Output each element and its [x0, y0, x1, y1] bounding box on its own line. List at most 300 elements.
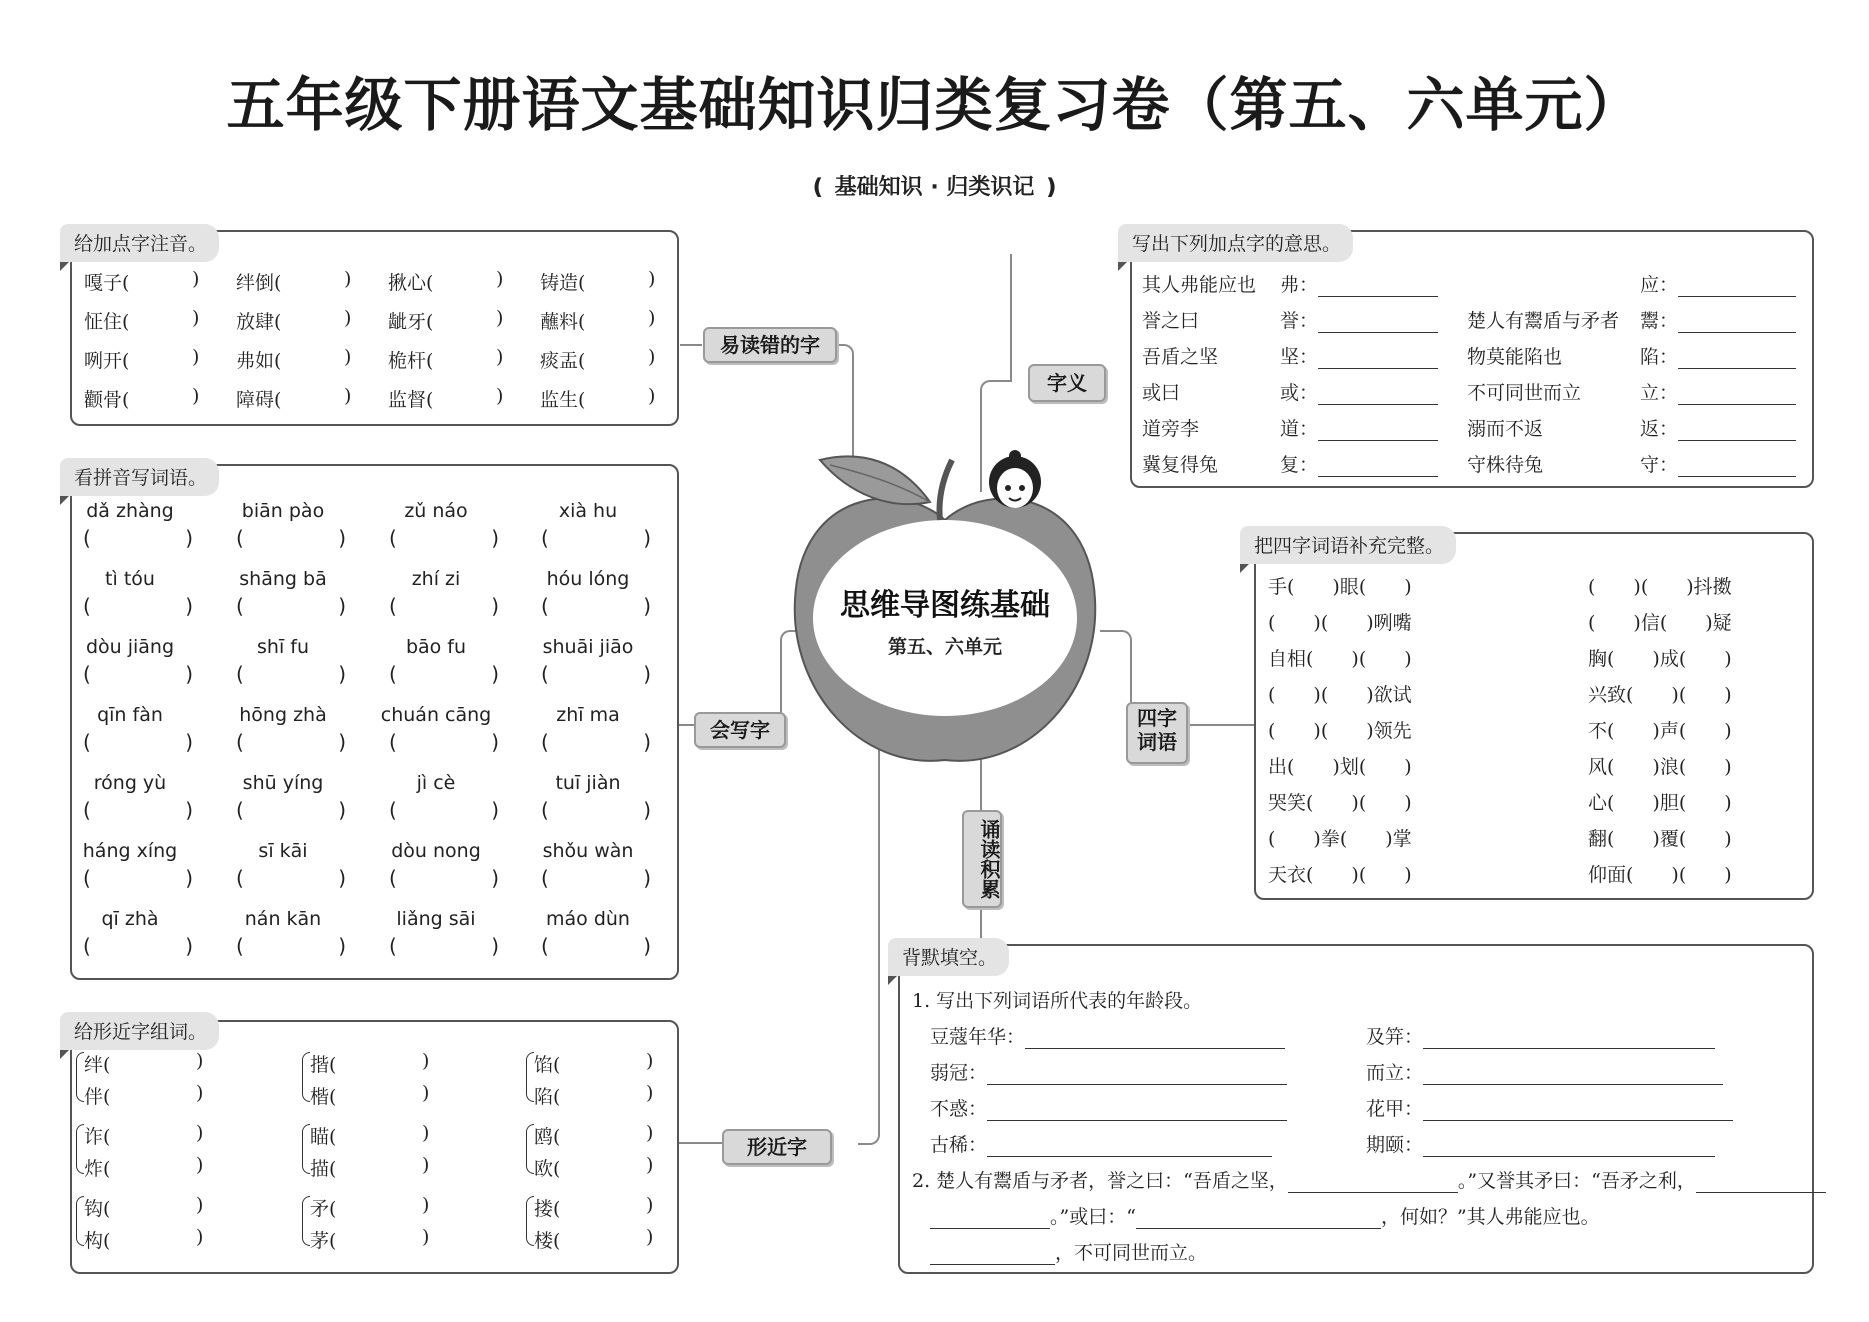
age-item[interactable]: [1366, 1022, 1715, 1049]
xingjin-char: 陷(: [534, 1086, 561, 1108]
zhuyin-answer[interactable]: ): [344, 307, 352, 329]
xingjin-answer[interactable]: ): [646, 1050, 654, 1072]
pinyin-prompt: shī fu: [257, 636, 309, 658]
pinyin-answer-box[interactable]: [541, 526, 651, 550]
close-paren: ): [491, 866, 499, 890]
ziyi-char: 鬻：: [1640, 310, 1679, 332]
zhuyin-answer[interactable]: ): [496, 268, 504, 290]
pinyin-answer-box[interactable]: [541, 798, 651, 822]
pinyin-answer-box[interactable]: [389, 866, 499, 890]
sizi-left-item[interactable]: ( )( )领先: [1268, 720, 1412, 742]
xingjin-answer[interactable]: ): [196, 1154, 204, 1176]
zhuyin-answer[interactable]: ): [192, 307, 200, 329]
sizi-left-item[interactable]: 自相( )( ): [1268, 648, 1412, 670]
ziyi-blank[interactable]: [1640, 450, 1796, 477]
close-paren: ): [643, 594, 651, 618]
ziyi-phrase: 楚人有鬻盾与矛者: [1467, 310, 1620, 332]
blank[interactable]: [1318, 278, 1438, 297]
xingjin-answer[interactable]: ): [646, 1082, 654, 1104]
pinyin-answer-box[interactable]: [236, 730, 346, 754]
beimo-q2-line1: 2. 楚人有鬻盾与矛者，誉之曰：“吾盾之坚， 。”又誉其矛曰：“吾矛之利，: [912, 1166, 1826, 1193]
xingjin-char: 搂(: [534, 1198, 561, 1220]
age-word: 花甲：: [1366, 1098, 1424, 1120]
xingjin-answer[interactable]: ): [422, 1154, 430, 1176]
ziyi-blank[interactable]: [1640, 414, 1796, 441]
open-paren: (: [83, 594, 91, 618]
ziyi-blank[interactable]: [1640, 342, 1796, 369]
pinyin-prompt: dòu nong: [391, 840, 481, 862]
blank[interactable]: [1318, 314, 1438, 333]
zhuyin-answer[interactable]: ): [344, 346, 352, 368]
branch-yidu: 易读错的字: [703, 327, 837, 363]
zhuyin-word: 痰盂(: [540, 350, 586, 372]
ziyi-phrase: 或曰: [1142, 382, 1181, 404]
close-paren: ): [185, 798, 193, 822]
xingjin-char: 构(: [84, 1230, 111, 1252]
zhuyin-answer[interactable]: ): [648, 268, 656, 290]
zhuyin-word: 障碍(: [236, 389, 282, 411]
zhuyin-answer[interactable]: ): [648, 307, 656, 329]
brace-icon: [526, 1124, 534, 1174]
close-paren: ): [491, 730, 499, 754]
xingjin-char: 矛(: [310, 1198, 337, 1220]
age-word: 期颐：: [1366, 1134, 1424, 1156]
open-paren: (: [83, 730, 91, 754]
open-paren: (: [541, 866, 549, 890]
xingjin-char: 鸥(: [534, 1126, 561, 1148]
pinyin-answer-box[interactable]: [389, 594, 499, 618]
age-word: 弱冠：: [930, 1062, 988, 1084]
ziyi-phrase: 守株待兔: [1467, 454, 1544, 476]
pinyin-answer-box[interactable]: [389, 730, 499, 754]
zhuyin-word: 咧开(: [84, 350, 130, 372]
sizi-left-item[interactable]: ( )拳( )掌: [1268, 828, 1412, 850]
xingjin-char: 伴(: [84, 1086, 111, 1108]
age-item[interactable]: [1366, 1094, 1733, 1121]
ziyi-blank[interactable]: [1640, 270, 1796, 297]
pinyin-prompt: dǎ zhàng: [86, 500, 174, 522]
pinyin-answer-box[interactable]: [541, 662, 651, 686]
pinyin-answer-box[interactable]: [236, 866, 346, 890]
blank[interactable]: [1678, 458, 1796, 477]
close-paren: ): [338, 594, 346, 618]
xingjin-answer[interactable]: ): [422, 1194, 430, 1216]
close-paren: ): [185, 594, 193, 618]
pinyin-answer-box[interactable]: [83, 594, 193, 618]
branch-sizi: 四字词语: [1126, 702, 1188, 764]
xingjin-char: 楷(: [310, 1086, 337, 1108]
page-subtitle: ❪ 基础知识 · 归类识记 ❫: [808, 175, 1061, 200]
ziyi-char: 守：: [1640, 454, 1679, 476]
open-paren: (: [541, 662, 549, 686]
close-paren: ): [491, 526, 499, 550]
pinyin-prompt: dòu jiāng: [85, 636, 175, 658]
ziyi-blank[interactable]: [1640, 378, 1796, 405]
close-paren: ): [185, 526, 193, 550]
open-paren: (: [236, 662, 244, 686]
pinyin-prompt: nán kān: [244, 908, 322, 930]
pinyin-prompt: háng xíng: [82, 840, 178, 862]
pinyin-prompt: sī kāi: [258, 840, 308, 862]
connector: [858, 735, 880, 1145]
blank[interactable]: [987, 1102, 1287, 1121]
blank[interactable]: [1288, 1174, 1458, 1193]
sizi-left-item[interactable]: 手( )眼( ): [1268, 576, 1412, 598]
close-paren: ): [491, 934, 499, 958]
sizi-left-item[interactable]: ( )( )咧嘴: [1268, 612, 1412, 634]
xingjin-answer[interactable]: ): [646, 1226, 654, 1248]
sizi-right-item[interactable]: 不( )声( ): [1588, 720, 1732, 742]
age-word: 不惑：: [930, 1098, 988, 1120]
connector: [680, 344, 702, 346]
close-paren: ): [338, 934, 346, 958]
zhuyin-word: 监生(: [540, 389, 586, 411]
zhuyin-answer[interactable]: ): [192, 268, 200, 290]
pinyin-prompt: tì tóu: [105, 568, 155, 590]
sizi-right-item[interactable]: ( )( )抖擞: [1588, 576, 1732, 598]
pinyin-answer-box[interactable]: [389, 798, 499, 822]
pinyin-prompt: zǔ náo: [404, 500, 468, 522]
xingjin-answer[interactable]: ): [196, 1194, 204, 1216]
zhuyin-word: 桅杆(: [388, 350, 434, 372]
ziyi-phrase: 其人弗能应也: [1142, 274, 1257, 296]
sizi-left-item[interactable]: 天衣( )( ): [1268, 864, 1412, 886]
pinyin-prompt: zhí zi: [411, 568, 461, 590]
pinyin-answer-box[interactable]: [389, 662, 499, 686]
ziyi-char: 或：: [1280, 382, 1319, 404]
pinyin-prompt: biān pào: [241, 500, 325, 522]
open-paren: (: [83, 866, 91, 890]
ziyi-char: 复：: [1280, 454, 1319, 476]
branch-huixie: 会写字: [694, 712, 786, 748]
connector: [1010, 254, 1030, 380]
ziyi-phrase: 物莫能陷也: [1467, 346, 1563, 368]
xingjin-answer[interactable]: ): [646, 1194, 654, 1216]
pinyin-answer-box[interactable]: [236, 594, 346, 618]
blank[interactable]: [1678, 314, 1796, 333]
pinyin-answer-box[interactable]: [83, 526, 193, 550]
open-paren: (: [541, 594, 549, 618]
ziyi-phrase: 道旁李: [1142, 418, 1200, 440]
pinyin-prompt: shū yíng: [242, 772, 324, 794]
brace-icon: [526, 1052, 534, 1102]
zhuyin-answer[interactable]: ): [648, 385, 656, 407]
open-paren: (: [236, 594, 244, 618]
brace-icon: [302, 1196, 310, 1246]
pinyin-answer-box[interactable]: [541, 594, 651, 618]
ziyi-char: 誉：: [1280, 310, 1319, 332]
blank[interactable]: [1696, 1174, 1826, 1193]
close-paren: ): [338, 798, 346, 822]
open-paren: (: [541, 730, 549, 754]
sizi-right-item[interactable]: 胸( )成( ): [1588, 648, 1732, 670]
age-item[interactable]: [1366, 1058, 1723, 1085]
blank[interactable]: [1318, 386, 1438, 405]
open-paren: (: [541, 934, 549, 958]
blank[interactable]: [1318, 458, 1438, 477]
pinyin-prompt: hōng zhà: [239, 704, 327, 726]
ziyi-phrase: 誉之曰: [1142, 310, 1200, 332]
section-xingjin-tab: 给形近字组词。: [60, 1012, 219, 1050]
pinyin-prompt: hóu lóng: [546, 568, 630, 590]
beimo-q2-line2: 。”或曰：“ ，何如？”其人弗能应也。: [930, 1202, 1600, 1229]
xingjin-answer[interactable]: ): [422, 1226, 430, 1248]
zhuyin-word: 蘸料(: [540, 311, 586, 333]
center-title: 思维导图练基础: [840, 588, 1050, 623]
zhuyin-word: 颧骨(: [84, 389, 130, 411]
open-paren: (: [83, 662, 91, 686]
beimo-q2-line3: ，不可同世而立。: [930, 1238, 1207, 1265]
xingjin-answer[interactable]: ): [196, 1082, 204, 1104]
blank[interactable]: [1423, 1030, 1715, 1049]
pinyin-answer-box[interactable]: [83, 866, 193, 890]
open-paren: (: [389, 798, 397, 822]
zhuyin-answer[interactable]: ): [192, 385, 200, 407]
blank[interactable]: [987, 1138, 1272, 1157]
age-word: 古稀：: [930, 1134, 988, 1156]
xingjin-answer[interactable]: ): [196, 1122, 204, 1144]
pinyin-prompt: zhī ma: [556, 704, 620, 726]
close-paren: ): [491, 594, 499, 618]
sizi-left-item[interactable]: ( )( )欲试: [1268, 684, 1412, 706]
close-paren: ): [643, 730, 651, 754]
open-paren: (: [541, 526, 549, 550]
zhuyin-answer[interactable]: ): [496, 307, 504, 329]
pinyin-prompt: chuán cāng: [380, 704, 492, 726]
pinyin-prompt: liǎng sāi: [396, 908, 476, 930]
branch-songdu: 诵读积累: [962, 810, 1002, 908]
pinyin-answer-box[interactable]: [236, 662, 346, 686]
section-zhuyin-tab: 给加点字注音。: [60, 224, 219, 262]
pinyin-answer-box[interactable]: [541, 866, 651, 890]
zhuyin-answer[interactable]: ): [496, 346, 504, 368]
sizi-right-item[interactable]: ( )信( )疑: [1588, 612, 1732, 634]
brace-icon: [76, 1196, 84, 1246]
age-word: 而立：: [1366, 1062, 1424, 1084]
blank[interactable]: [1423, 1138, 1715, 1157]
brace-icon: [76, 1124, 84, 1174]
pinyin-prompt: róng yù: [93, 772, 167, 794]
blank[interactable]: [1025, 1030, 1285, 1049]
xingjin-char: 茅(: [310, 1230, 337, 1252]
ziyi-blank[interactable]: [1280, 378, 1438, 405]
pinyin-answer-box[interactable]: [236, 526, 346, 550]
age-word: 豆蔻年华：: [930, 1026, 1026, 1048]
open-paren: (: [236, 798, 244, 822]
ziyi-blank[interactable]: [1280, 414, 1438, 441]
blank[interactable]: [1318, 350, 1438, 369]
close-paren: ): [491, 798, 499, 822]
pinyin-prompt: qīn fàn: [97, 704, 163, 726]
close-paren: ): [643, 662, 651, 686]
open-paren: (: [236, 730, 244, 754]
xingjin-char: 炸(: [84, 1158, 111, 1180]
age-item[interactable]: [1366, 1130, 1715, 1157]
xingjin-char: 诈(: [84, 1126, 111, 1148]
xingjin-answer[interactable]: ): [196, 1050, 204, 1072]
sizi-right-item[interactable]: 心( )胆( ): [1588, 792, 1732, 814]
connector: [1185, 724, 1255, 726]
xingjin-char: 绊(: [84, 1054, 111, 1076]
pinyin-answer-box[interactable]: [83, 934, 193, 958]
pinyin-prompt: qī zhà: [101, 908, 159, 930]
ziyi-blank[interactable]: [1280, 342, 1438, 369]
branch-zuoyi: 字义: [1028, 364, 1106, 402]
page-title: 五年级下册语文基础知识归类复习卷（第五、六单元）: [226, 71, 1643, 139]
open-paren: (: [389, 662, 397, 686]
open-paren: (: [541, 798, 549, 822]
beimo-q1: 1. 写出下列词语所代表的年龄段。: [912, 990, 1203, 1012]
ziyi-phrase: 吾盾之坚: [1142, 346, 1219, 368]
zhuyin-word: 监督(: [388, 389, 434, 411]
sizi-right-item[interactable]: 风( )浪( ): [1588, 756, 1732, 778]
ziyi-phrase: 冀复得兔: [1142, 454, 1219, 476]
ziyi-phrase: 溺而不返: [1467, 418, 1544, 440]
pinyin-prompt: shāng bā: [239, 568, 327, 590]
pinyin-answer-box[interactable]: [541, 730, 651, 754]
zhuyin-answer[interactable]: ): [192, 346, 200, 368]
zhuyin-word: 揪心(: [388, 272, 434, 294]
brace-icon: [76, 1052, 84, 1102]
close-paren: ): [643, 526, 651, 550]
blank[interactable]: [1678, 278, 1796, 297]
xingjin-answer[interactable]: ): [422, 1050, 430, 1072]
pinyin-answer-box[interactable]: [389, 526, 499, 550]
section-ziyi-tab: 写出下列加点字的意思。: [1118, 224, 1353, 262]
blank[interactable]: [1423, 1066, 1723, 1085]
pinyin-answer-box[interactable]: [236, 934, 346, 958]
center-subtitle: 第五、六单元: [887, 636, 1002, 658]
zhuyin-word: 弗如(: [236, 350, 282, 372]
blank[interactable]: [1318, 422, 1438, 441]
xingjin-answer[interactable]: ): [646, 1122, 654, 1144]
ziyi-blank[interactable]: [1280, 306, 1438, 333]
pinyin-prompt: tuī jiàn: [555, 772, 621, 794]
pinyin-prompt: bāo fu: [405, 636, 467, 658]
pinyin-answer-box[interactable]: [541, 934, 651, 958]
pinyin-prompt: xià hu: [558, 500, 618, 522]
xingjin-answer[interactable]: ): [422, 1082, 430, 1104]
age-item[interactable]: [930, 1058, 1287, 1085]
sizi-left-item[interactable]: 出( )划( ): [1268, 756, 1412, 778]
blank[interactable]: [930, 1246, 1055, 1265]
open-paren: (: [236, 934, 244, 958]
zhuyin-word: 嘎子(: [84, 272, 130, 294]
pinyin-prompt: máo dùn: [546, 908, 630, 930]
blank[interactable]: [930, 1210, 1050, 1229]
zhuyin-answer[interactable]: ): [344, 268, 352, 290]
xingjin-answer[interactable]: ): [646, 1154, 654, 1176]
zhuyin-answer[interactable]: ): [344, 385, 352, 407]
close-paren: ): [338, 730, 346, 754]
close-paren: ): [185, 866, 193, 890]
sizi-right-item[interactable]: 翻( )覆( ): [1588, 828, 1732, 850]
zhuyin-answer[interactable]: ): [648, 346, 656, 368]
section-sizi-tab: 把四字词语补充完整。: [1240, 526, 1456, 564]
xingjin-answer[interactable]: ): [196, 1226, 204, 1248]
blank[interactable]: [987, 1066, 1287, 1085]
age-item[interactable]: [930, 1022, 1285, 1049]
close-paren: ): [643, 798, 651, 822]
pinyin-answer-box[interactable]: [236, 798, 346, 822]
open-paren: (: [389, 934, 397, 958]
zhuyin-answer[interactable]: ): [496, 385, 504, 407]
open-paren: (: [389, 730, 397, 754]
ziyi-blank[interactable]: [1640, 306, 1796, 333]
xingjin-answer[interactable]: ): [422, 1122, 430, 1144]
sizi-right-item[interactable]: 兴致( )( ): [1588, 684, 1732, 706]
age-word: 及笄：: [1366, 1026, 1424, 1048]
open-paren: (: [236, 866, 244, 890]
blank[interactable]: [1136, 1210, 1381, 1229]
xingjin-char: 馅(: [534, 1054, 561, 1076]
ziyi-char: 坚：: [1280, 346, 1319, 368]
open-paren: (: [389, 866, 397, 890]
ziyi-blank[interactable]: [1280, 270, 1438, 297]
xingjin-char: 欧(: [534, 1158, 561, 1180]
pinyin-answer-box[interactable]: [389, 934, 499, 958]
close-paren: ): [338, 526, 346, 550]
brace-icon: [302, 1052, 310, 1102]
zhuyin-word: 铸造(: [540, 272, 586, 294]
pinyin-prompt: jì cè: [416, 772, 456, 794]
pinyin-prompt: shǒu wàn: [542, 840, 634, 862]
xingjin-char: 楼(: [534, 1230, 561, 1252]
open-paren: (: [83, 798, 91, 822]
girl-icon: [980, 448, 1050, 518]
ziyi-char: 返：: [1640, 418, 1679, 440]
connector: [676, 1142, 724, 1144]
brace-icon: [302, 1124, 310, 1174]
blank[interactable]: [1678, 422, 1796, 441]
close-paren: ): [338, 866, 346, 890]
ziyi-char: 弗：: [1280, 274, 1319, 296]
blank[interactable]: [1678, 386, 1796, 405]
ziyi-char: 道：: [1280, 418, 1319, 440]
age-item[interactable]: [930, 1130, 1272, 1157]
ziyi-char: 陷：: [1640, 346, 1679, 368]
close-paren: ): [643, 934, 651, 958]
xingjin-char: 钩(: [84, 1198, 111, 1220]
open-paren: (: [389, 594, 397, 618]
close-paren: ): [185, 934, 193, 958]
open-paren: (: [83, 934, 91, 958]
ziyi-char: 应：: [1640, 274, 1679, 296]
ziyi-blank[interactable]: [1280, 450, 1438, 477]
sizi-right-item[interactable]: 仰面( )( ): [1588, 864, 1732, 886]
brace-icon: [526, 1196, 534, 1246]
zhuyin-word: 龇牙(: [388, 311, 434, 333]
pinyin-answer-box[interactable]: [83, 730, 193, 754]
age-item[interactable]: [930, 1094, 1287, 1121]
open-paren: (: [83, 526, 91, 550]
open-paren: (: [389, 526, 397, 550]
pinyin-prompt: shuāi jiāo: [542, 636, 634, 658]
zhuyin-word: 绊倒(: [236, 272, 282, 294]
blank[interactable]: [1423, 1102, 1733, 1121]
section-pinyin-tab: 看拼音写词语。: [60, 458, 219, 496]
blank[interactable]: [1678, 350, 1796, 369]
xingjin-char: 揩(: [310, 1054, 337, 1076]
pinyin-answer-box[interactable]: [83, 662, 193, 686]
close-paren: ): [185, 662, 193, 686]
zhuyin-word: 怔住(: [84, 311, 130, 333]
sizi-left-item[interactable]: 哭笑( )( ): [1268, 792, 1412, 814]
xingjin-char: 描(: [310, 1158, 337, 1180]
branch-xingjin: 形近字: [722, 1129, 832, 1165]
xingjin-char: 瞄(: [310, 1126, 337, 1148]
pinyin-answer-box[interactable]: [83, 798, 193, 822]
